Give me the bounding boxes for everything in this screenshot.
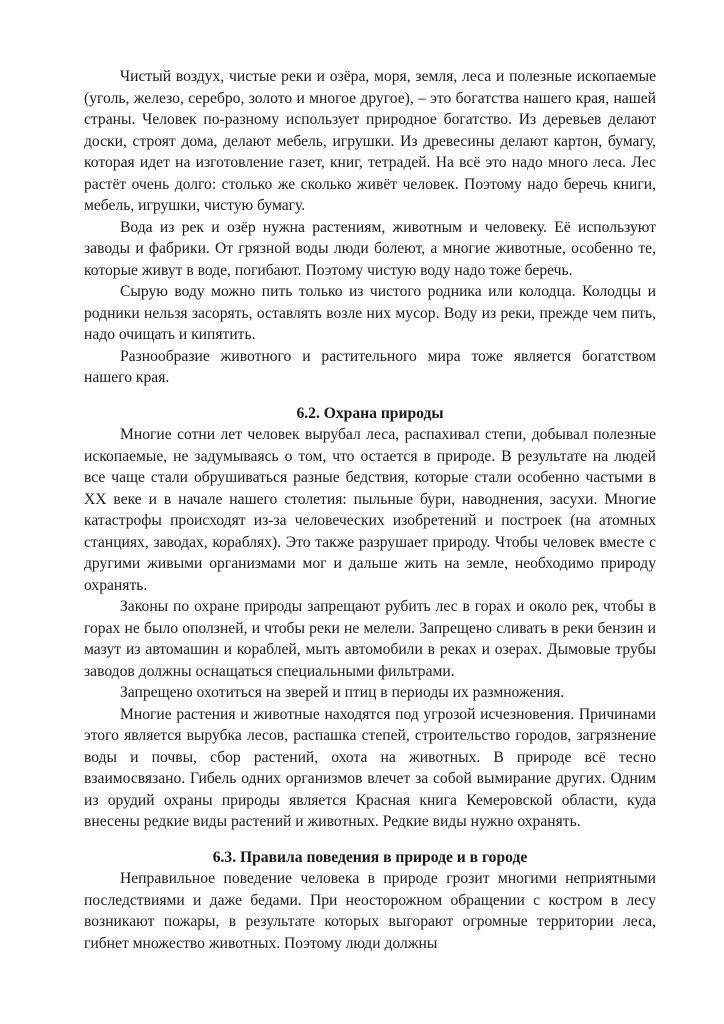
section-nature-protection [84,403,656,833]
section-behavior-rules [84,847,656,955]
section-heading: 6.3. Правила поведения в природе и в городе [212,848,528,866]
paragraph: Многие сотни лет человек вырубал леса, распахивал степи, добывал полезные ископаемые, не задумываясь о том, что остается в природе. В результате на людей все чаще стали обрушиваться разные бедствия, которые стали особенно частыми в XX веке и в начале нашего столетия: пыльные бури, наводнения, засухи. Многие катастрофы происходят из-за человеческих изобретений и построек (на атомных станциях, заводах, кораблях). Это также разрушает природу. Чтобы человек вместе с другими живыми организмами мог и дальше жить на земле, необходимо природу охранять. [84,426,656,594]
section-heading: 6.2. Охрана природы [296,404,444,422]
section-natural-resources [84,66,656,389]
document-page [84,66,656,954]
paragraph: Законы по охране природы запрещают рубить лес в горах и около рек, чтобы в горах не было оползней, и чтобы реки не мелели. Запрещено сливать в реки бензин и мазут из автомашин и кораблей, мыть автомобили в реках и озерах. Дымовые трубы заводов должны оснащаться специальными фильтрами. [84,598,656,680]
paragraph: Разнообразие животного и растительного мира тоже является богатством нашего края. [84,347,656,386]
paragraph: Многие растения и животные находятся под угрозой исчезновения. Причинами этого является вырубка лесов, распашка степей, строительство городов, загрязнение воды и почвы, сбор растений, охота на животных. В природе всё тесно взаимосвязано. Гибель одних организмов влечет за собой вымирание других. Одним из орудий охраны природы является Красная книга Кемеровской области, куда внесены редкие виды растений и животных. Редкие виды нужно охранять. [84,705,656,830]
paragraph: Сырую воду можно пить только из чистого родника или колодца. Колодцы и родники нельзя засорять, оставлять возле них мусор. Воду из реки, прежде чем пить, надо очищать и кипятить. [84,283,656,343]
paragraph: Чистый воздух, чистые реки и озёра, моря, земля, леса и полезные ископаемые (уголь, железо, серебро, золото и многое другое), – это богатства нашего края, нашей страны. Человек по-разному использует природное богатство. Из деревьев делают доски, строят дома, делают мебель, игрушки. Из древесины делают картон, бумагу, которая идет на изготовление газет, книг, тетрадей. На всё это надо много леса. Лес растёт очень долго: столько же сколько живёт человек. Поэтому надо беречь книги, мебель, игрушки, чистую бумагу. [84,68,656,214]
paragraph: Запрещено охотиться на зверей и птиц в периоды их размножения. [120,684,565,701]
paragraph: Вода из рек и озёр нужна растениям, животным и человеку. Её используют заводы и фабрики. От грязной воды люди болеют, а многие животные, особенно те, которые живут в воде, погибают. Поэтому чистую воду надо тоже беречь. [84,218,656,279]
paragraph: Неправильное поведение человека в природе грозит многими неприятными последствиями и даже бедами. При неосторожном обращении с костром в лесу возникают пожары, в результате которых выгорают огромные территории леса, гибнет множество животных. Поэтому люди должны [84,870,656,952]
